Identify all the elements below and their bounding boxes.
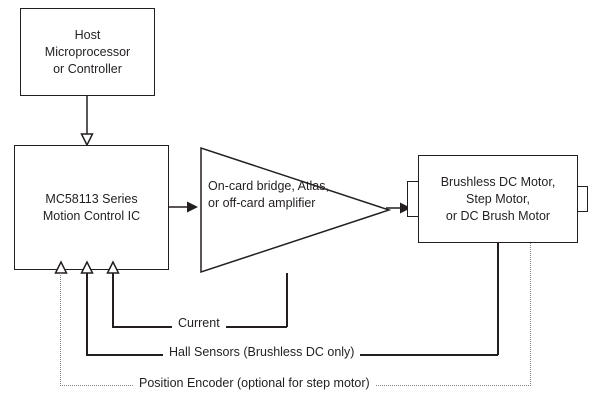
label-hall-sensors: Hall Sensors (Brushless DC only) bbox=[163, 345, 360, 359]
block-motor bbox=[418, 155, 578, 243]
block-ic-line-2: Motion Control IC bbox=[42, 208, 141, 223]
block-amplifier-line-3: amplifier bbox=[268, 196, 316, 210]
block-amplifier-line-2: Atlas, or off-card bbox=[208, 179, 329, 210]
block-motor-line-1: Brushless DC Motor, bbox=[440, 174, 556, 189]
label-current-feedback: Current bbox=[172, 316, 226, 330]
current-feedback-riser bbox=[286, 273, 288, 327]
encoder-feedback-vertical bbox=[60, 273, 61, 386]
block-motor-line-2: Step Motor, bbox=[466, 191, 530, 206]
encoder-feedback-riser bbox=[530, 243, 531, 386]
hall-feedback-riser bbox=[497, 243, 499, 355]
block-host-line-3: or Controller bbox=[53, 61, 122, 76]
arrow-host-to-ic bbox=[80, 96, 100, 148]
block-ic-line-1: MC58113 Series bbox=[45, 191, 138, 206]
block-host-line-2: Microprocessor bbox=[44, 44, 131, 59]
block-motor-line-3: or DC Brush Motor bbox=[445, 208, 551, 223]
current-feedback-vertical bbox=[112, 273, 114, 327]
hall-feedback-vertical bbox=[86, 273, 88, 355]
arrowhead-encoder-into-ic bbox=[53, 262, 69, 276]
block-host-microprocessor bbox=[20, 8, 155, 96]
label-position-encoder: Position Encoder (optional for step motor) bbox=[133, 376, 376, 390]
block-amplifier-line-1: On-card bridge, bbox=[208, 179, 295, 193]
arrow-ic-to-amplifier bbox=[169, 198, 199, 216]
block-amplifier-label bbox=[208, 178, 338, 212]
block-host-line-1: Host bbox=[74, 27, 101, 42]
block-motion-control-ic bbox=[14, 145, 169, 270]
